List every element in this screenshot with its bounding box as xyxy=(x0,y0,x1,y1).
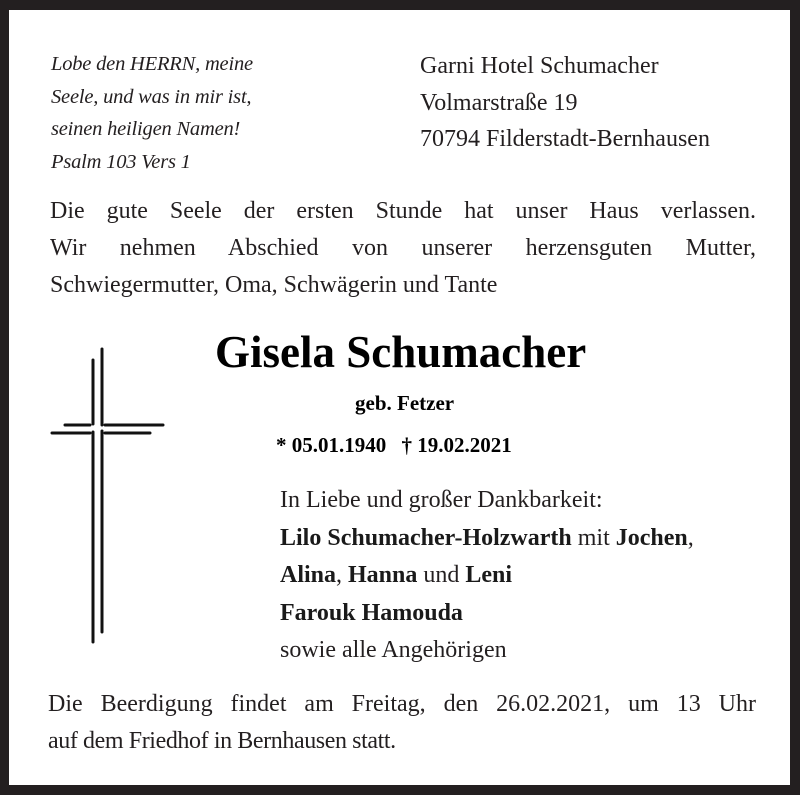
punctuation: , xyxy=(687,524,694,551)
death-date: 19.02.2021 xyxy=(417,433,512,457)
maiden-name: geb. Fetzer xyxy=(355,391,455,415)
psalm-quote xyxy=(51,48,253,178)
mourner-name: Lilo Schumacher-Holzwarth xyxy=(280,524,572,551)
psalm-line: Lobe den HERRN, meine xyxy=(51,53,253,75)
mourner-name: Alina xyxy=(280,562,337,588)
mourner-name: Jochen xyxy=(615,524,688,551)
connector-text: Angehörigen xyxy=(376,637,507,663)
intro-line: Wir nehmen Abschied von unserer herzensguten Mutter, xyxy=(50,235,756,261)
intro-paragraph xyxy=(50,193,756,304)
mourners-line xyxy=(280,595,694,633)
psalm-reference: Psalm 103 Vers 1 xyxy=(51,150,191,173)
connector-text: sowie xyxy=(280,637,342,663)
mourner-name: Farouk Hamouda xyxy=(280,599,463,626)
cross-icon xyxy=(48,345,168,645)
address-name: Garni Hotel Schumacher xyxy=(420,53,659,79)
deceased-name: Gisela Schumacher xyxy=(215,327,587,377)
funeral-details xyxy=(48,686,756,760)
death-dagger-icon: † xyxy=(401,433,412,457)
connector-text: mit xyxy=(571,524,616,551)
address-city: 70794 Filderstadt-Bernhausen xyxy=(420,126,710,152)
funeral-line: auf dem Friedhof in Bernhausen statt. xyxy=(48,728,396,754)
psalm-line: Seele, und was in mir ist, xyxy=(51,85,252,108)
connector-text: und xyxy=(417,562,466,588)
mourner-name: Leni xyxy=(465,562,513,588)
intro-line: Schwiegermutter, Oma, Schwägerin und Tante xyxy=(50,272,498,298)
mourners-list xyxy=(280,482,694,670)
mourners-line xyxy=(280,520,694,558)
mourners-line xyxy=(280,557,694,595)
birth-date: 05.01.1940 xyxy=(291,433,387,457)
intro-line: Die gute Seele der ersten Stunde hat unser Haus verlassen. xyxy=(50,198,756,224)
life-dates xyxy=(276,432,512,458)
emphasis-text: alle xyxy=(342,637,377,663)
sender-address xyxy=(420,48,710,158)
address-street: Volmarstraße 19 xyxy=(420,89,578,116)
punctuation: , xyxy=(336,562,349,588)
funeral-line: Die Beerdigung findet am Freitag, den 26.02.2021, um 13 Uhr xyxy=(48,691,756,717)
mourner-name: Hanna xyxy=(348,562,418,588)
mourners-line xyxy=(280,632,694,670)
birth-star-icon: * xyxy=(276,433,287,457)
psalm-line: seinen heiligen Namen! xyxy=(51,118,241,140)
mourners-intro: In Liebe und großer Dankbarkeit: xyxy=(280,487,603,513)
